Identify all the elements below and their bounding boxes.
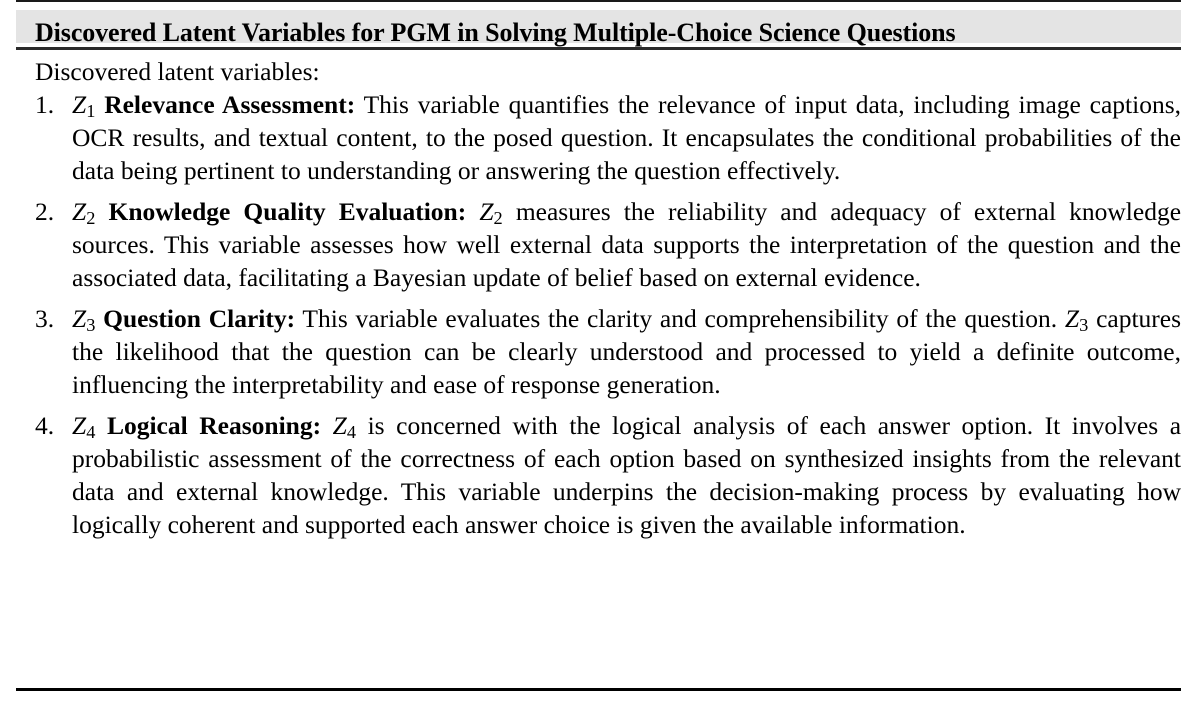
variable-term: Logical Reasoning: <box>106 411 322 440</box>
variable-description: measures the reliability and adequacy of external knowledge sources. This variable assesses how well external data supports the interpretation of the question and the associated data, facilitating a Bayesian update of belief based on external evidence. <box>72 197 1182 292</box>
variable-description: is concerned with the logical analysis of each answer option. It involves a probabilistic assessment of the correctness of each option based on synthesized insights from the relevant data and external knowledge. This variable underpins the decision-making process by evaluating how logically coherent and supported each answer choice is given the available information. <box>72 411 1182 539</box>
inline-variable-symbol: $Z_3$ <box>1064 304 1089 336</box>
bottom-rule <box>16 688 1181 691</box>
variable-term: Question Clarity: <box>103 304 296 333</box>
header-rule <box>16 47 1181 50</box>
top-rule <box>16 0 1181 2</box>
variable-term: Relevance Assessment: <box>104 90 356 119</box>
variable-symbol: $Z_4$ <box>72 411 96 443</box>
variable-description-part-a: This variable evaluates the clarity and comprehensibility of the question. <box>302 304 1058 333</box>
box-content <box>35 55 1181 549</box>
list-item-z1 <box>35 88 1181 187</box>
variable-description: This variable quantifies the relevance of input data, including image captions, OCR results, and textual content, to the posed question. It encapsulates the conditional probabilities of the data being pertinent to understanding or answering the question effectively. <box>72 90 1181 185</box>
list-item-z3 <box>35 302 1181 401</box>
variable-term: Knowledge Quality Evaluation: <box>108 197 467 226</box>
inline-variable-symbol: $Z_2$ <box>479 197 503 229</box>
inline-variable-symbol: $Z_4$ <box>332 411 357 443</box>
list-item-z4 <box>35 409 1181 541</box>
item-number: 4. <box>35 411 55 440</box>
variable-symbol: $Z_2$ <box>72 197 96 229</box>
item-number: 1. <box>35 90 55 119</box>
variable-symbol: $Z_1$ <box>72 90 96 122</box>
item-number: 3. <box>35 304 55 333</box>
intro-text: Discovered latent variables: <box>35 57 320 86</box>
latent-variable-list <box>35 88 1181 541</box>
box-title: Discovered Latent Variables for PGM in Solving Multiple-Choice Science Questions <box>35 18 956 47</box>
header-band <box>16 10 1181 47</box>
list-item-z2 <box>35 195 1181 294</box>
variable-symbol: $Z_3$ <box>72 304 96 336</box>
variable-description-part-b: captures the likelihood that the question can be clearly understood and processed to yield a definite outcome, influencing the interpretability and ease of response generation. <box>72 304 1182 399</box>
item-number: 2. <box>35 197 55 226</box>
